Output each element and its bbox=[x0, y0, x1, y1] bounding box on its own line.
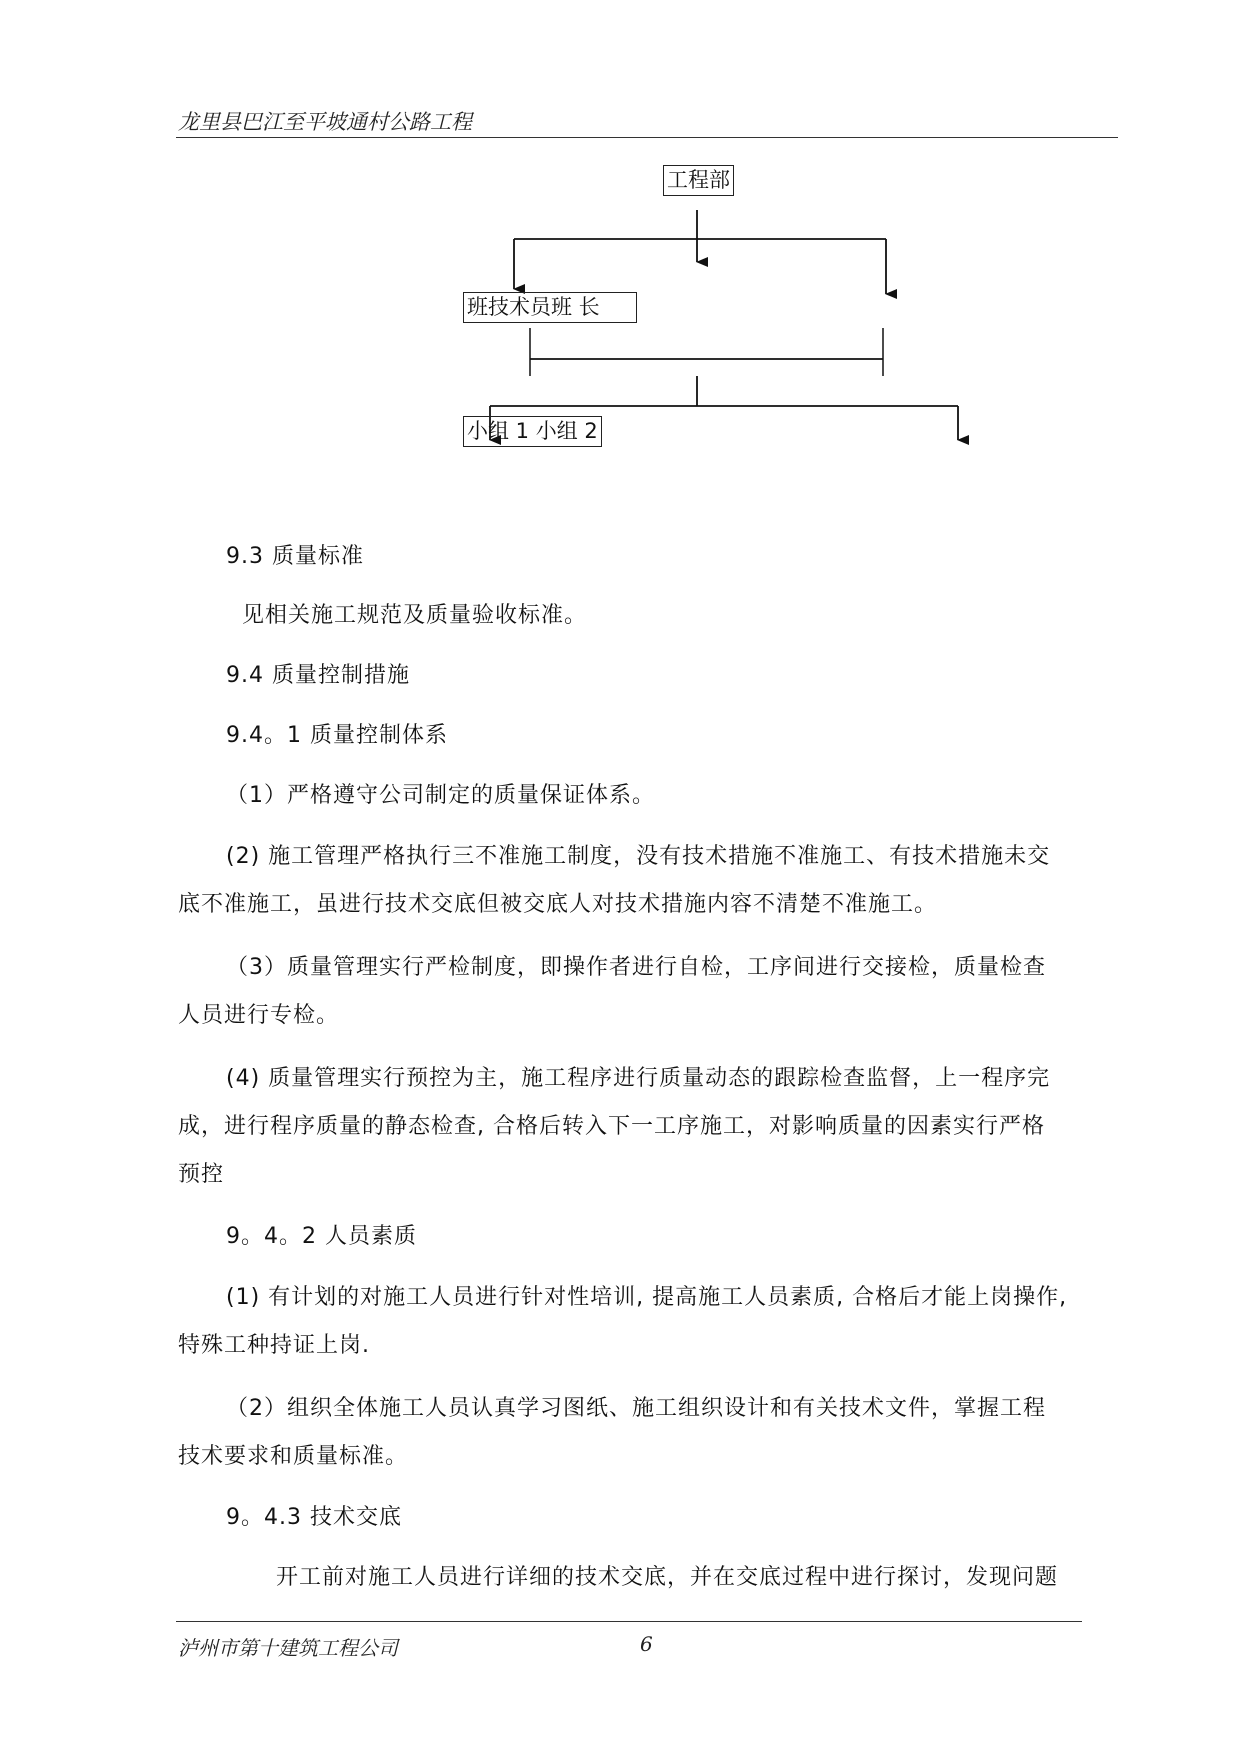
section-9-4-1-para-3-line-2: 人员进行专检。 bbox=[178, 1003, 340, 1028]
section-9-4-1-para-1: （1）严格遵守公司制定的质量保证体系。 bbox=[226, 783, 655, 808]
section-9-4-2-para-2-line-1: （2）组织全体施工人员认真学习图纸、施工组织设计和有关技术文件，掌握工程 bbox=[226, 1396, 1046, 1421]
footer-page-number: 6 bbox=[640, 1632, 653, 1656]
section-9-4-1-para-4-line-2: 成，进行程序质量的静态检查, 合格后转入下一工序施工，对影响质量的因素实行严格 bbox=[178, 1114, 1045, 1139]
section-9-4-1-para-4-line-3: 预控 bbox=[178, 1162, 225, 1187]
section-9-4-1-title: 9.4。1 质量控制体系 bbox=[226, 723, 448, 748]
org-box-team-tech-leader: 班技术员班 长 bbox=[463, 292, 637, 323]
section-9-4-3-title: 9。4.3 技术交底 bbox=[226, 1505, 402, 1530]
section-9-4-2-title: 9。4。2 人员素质 bbox=[226, 1224, 417, 1249]
section-9-4-1-para-2-line-1: (2) 施工管理严格执行三不准施工制度，没有技术措施不准施工、有技术措施未交 bbox=[226, 844, 1051, 869]
section-9-4-2-para-1-line-1: (1) 有计划的对施工人员进行针对性培训, 提高施工人员素质, 合格后才能上岗操作, bbox=[226, 1285, 1068, 1310]
section-9-4-2-para-2-line-2: 技术要求和质量标准。 bbox=[178, 1444, 409, 1469]
section-9-4-1-para-4-line-1: (4) 质量管理实行预控为主，施工程序进行质量动态的跟踪检查监督，上一程序完 bbox=[226, 1066, 1051, 1091]
page-header-title: 龙里县巴江至平坡通村公路工程 bbox=[178, 110, 472, 134]
section-9-4-1-para-2-line-2: 底不准施工，虽进行技术交底但被交底人对技术措施内容不清楚不准施工。 bbox=[178, 892, 938, 917]
section-9-3-body: 见相关施工规范及质量验收标准。 bbox=[242, 603, 588, 628]
org-box-engineering-dept: 工程部 bbox=[663, 165, 734, 196]
section-9-4-title: 9.4 质量控制措施 bbox=[226, 663, 410, 688]
org-chart bbox=[0, 0, 1241, 480]
org-chart-connectors bbox=[0, 0, 1241, 480]
section-9-4-1-para-3-line-1: （3）质量管理实行严检制度，即操作者进行自检，工序间进行交接检，质量检查 bbox=[226, 955, 1046, 980]
section-9-4-2-para-1-line-2: 特殊工种持证上岗. bbox=[178, 1333, 370, 1358]
section-9-4-3-para-1: 开工前对施工人员进行详细的技术交底，并在交底过程中进行探讨，发现问题 bbox=[276, 1565, 1059, 1590]
org-box-groups: 小组 1 小组 2 bbox=[463, 416, 602, 447]
section-9-3-title: 9.3 质量标准 bbox=[226, 544, 364, 569]
footer-rule bbox=[176, 1621, 1082, 1622]
footer-company-name: 泸州市第十建筑工程公司 bbox=[178, 1636, 398, 1660]
